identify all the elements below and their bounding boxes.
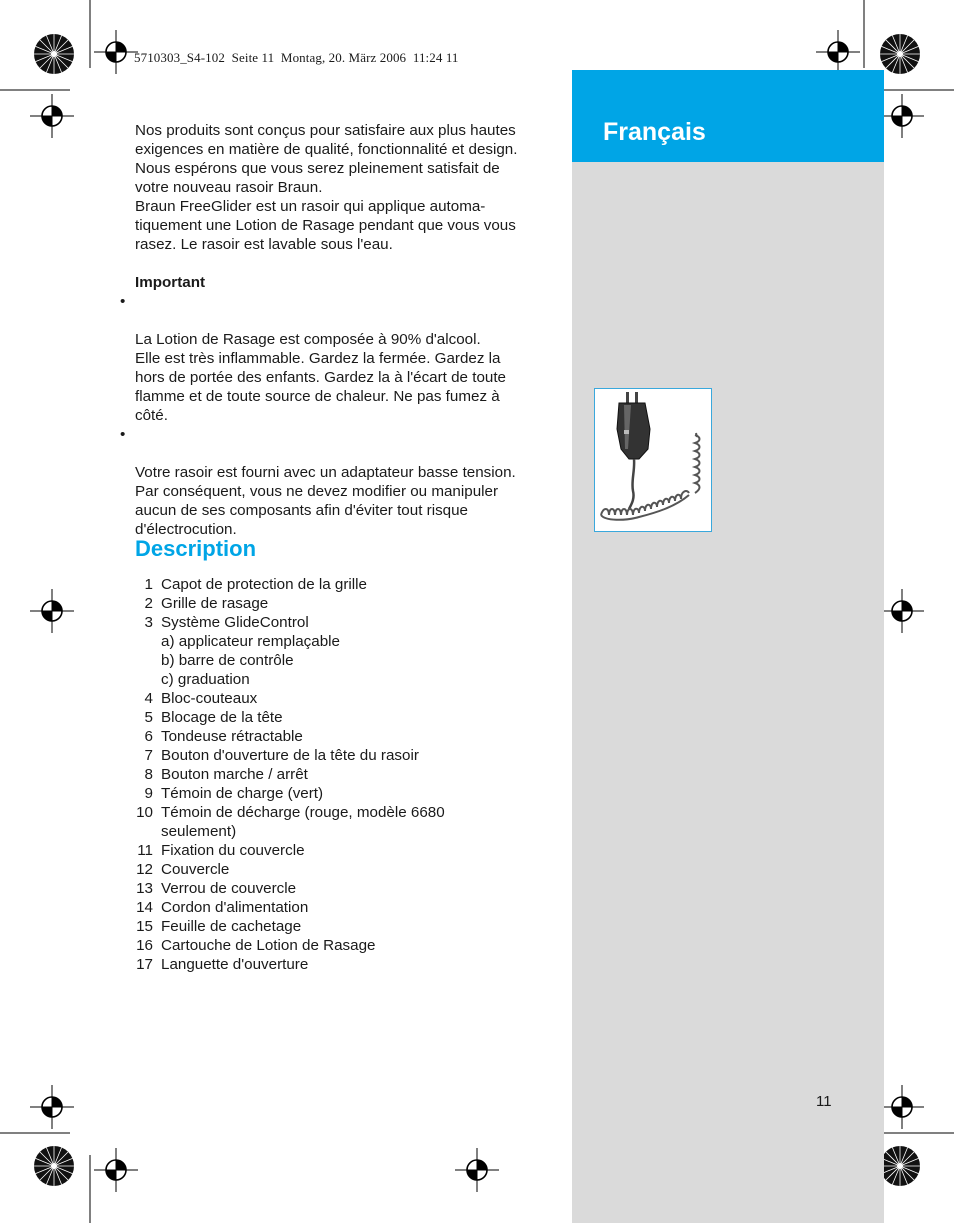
important-item xyxy=(120,425,560,539)
part-label: Bouton d'ouverture de la tête du rasoir xyxy=(161,747,419,764)
part-number: 10 xyxy=(136,804,153,821)
part-label: Verrou de couvercle xyxy=(161,880,297,897)
part-number: 2 xyxy=(144,595,153,612)
list-item xyxy=(135,879,560,898)
part-label: Languette d'ouverture xyxy=(161,956,309,973)
list-item xyxy=(135,917,560,936)
parts-list xyxy=(135,575,560,974)
part-label: Grille de rasage xyxy=(161,595,269,612)
part-number: 3 xyxy=(144,614,153,631)
part-label: Couvercle xyxy=(161,861,230,878)
part-label: Témoin de décharge (rouge, modèle 6680 seulement) xyxy=(161,804,445,840)
power-adapter-illustration xyxy=(594,388,712,532)
part-number: 7 xyxy=(144,747,153,764)
part-number: 11 xyxy=(137,842,153,859)
list-item xyxy=(135,784,560,803)
side-panel xyxy=(572,70,884,1223)
list-item xyxy=(135,955,560,974)
part-label: Cartouche de Lotion de Rasage xyxy=(161,937,376,954)
important-item-text: Votre rasoir est fourni avec un adaptateur basse tension. Par conséquent, vous ne devez modifier ou manipuler aucun de ses composants afin d'éviter tout risque d'électrocution. xyxy=(135,464,516,538)
important-item xyxy=(120,292,560,425)
list-item xyxy=(135,613,560,689)
part-label: Témoin de charge (vert) xyxy=(161,785,324,802)
page-number: 11 xyxy=(816,1093,832,1110)
list-item xyxy=(135,803,560,841)
part-number: 9 xyxy=(144,785,153,802)
bullet-icon: • xyxy=(120,293,126,310)
part-number: 15 xyxy=(136,918,153,935)
main-text xyxy=(120,121,560,539)
part-number: 1 xyxy=(144,576,153,593)
print-header: 5710303_S4-102 Seite 11 Montag, 20. März 2006 11:24 11 xyxy=(134,50,459,65)
language-title: Français xyxy=(603,118,706,146)
part-label: Système GlideControl a) applicateur remplaçable b) barre de contrôle c) graduation xyxy=(161,614,340,688)
list-item xyxy=(135,765,560,784)
part-number: 5 xyxy=(144,709,153,726)
part-number: 14 xyxy=(136,899,153,916)
list-item xyxy=(135,594,560,613)
part-number: 4 xyxy=(144,690,153,707)
list-item xyxy=(135,746,560,765)
part-label: Capot de protection de la grille xyxy=(161,576,368,593)
part-label: Fixation du couvercle xyxy=(161,842,305,859)
important-list xyxy=(120,292,560,539)
list-item xyxy=(135,575,560,594)
power-adapter-icon xyxy=(595,389,711,531)
important-heading: Important xyxy=(135,274,206,291)
part-number: 16 xyxy=(136,937,153,954)
list-item xyxy=(135,936,560,955)
list-item xyxy=(135,689,560,708)
part-label: Feuille de cachetage xyxy=(161,918,302,935)
intro-paragraph: Nos produits sont conçus pour satisfaire aux plus hautes exigences en matière de qualité, fonctionnalité et design. Nous espérons que vous serez pleinement satisfait de votre nouveau rasoir Braun. Braun FreeGlider est un rasoir qui applique automa- tiquement une Lotion de Rasage pendant que vous vous rasez. Le rasoir est lavable sous l'eau. xyxy=(135,122,518,253)
description-heading: Description xyxy=(135,536,257,561)
important-item-text: La Lotion de Rasage est composée à 90% d'alcool. Elle est très inflammable. Gardez la fermée. Gardez la hors de portée des enfants. Gardez la à l'écart de toute flamme et de toute source de chaleur. Ne pas fumez à côté. xyxy=(135,331,507,424)
list-item xyxy=(135,841,560,860)
list-item xyxy=(135,727,560,746)
part-label: Blocage de la tête xyxy=(161,709,283,726)
part-label: Bloc-couteaux xyxy=(161,690,258,707)
part-number: 12 xyxy=(136,861,153,878)
part-label: Bouton marche / arrêt xyxy=(161,766,308,783)
part-number: 8 xyxy=(144,766,153,783)
list-item xyxy=(135,860,560,879)
list-item xyxy=(135,898,560,917)
language-tab xyxy=(572,70,884,162)
part-number: 6 xyxy=(144,728,153,745)
list-item xyxy=(135,708,560,727)
bullet-icon: • xyxy=(120,426,126,443)
part-label: Tondeuse rétractable xyxy=(161,728,303,745)
part-number: 17 xyxy=(136,956,153,973)
part-number: 13 xyxy=(136,880,153,897)
part-label: Cordon d'alimentation xyxy=(161,899,309,916)
